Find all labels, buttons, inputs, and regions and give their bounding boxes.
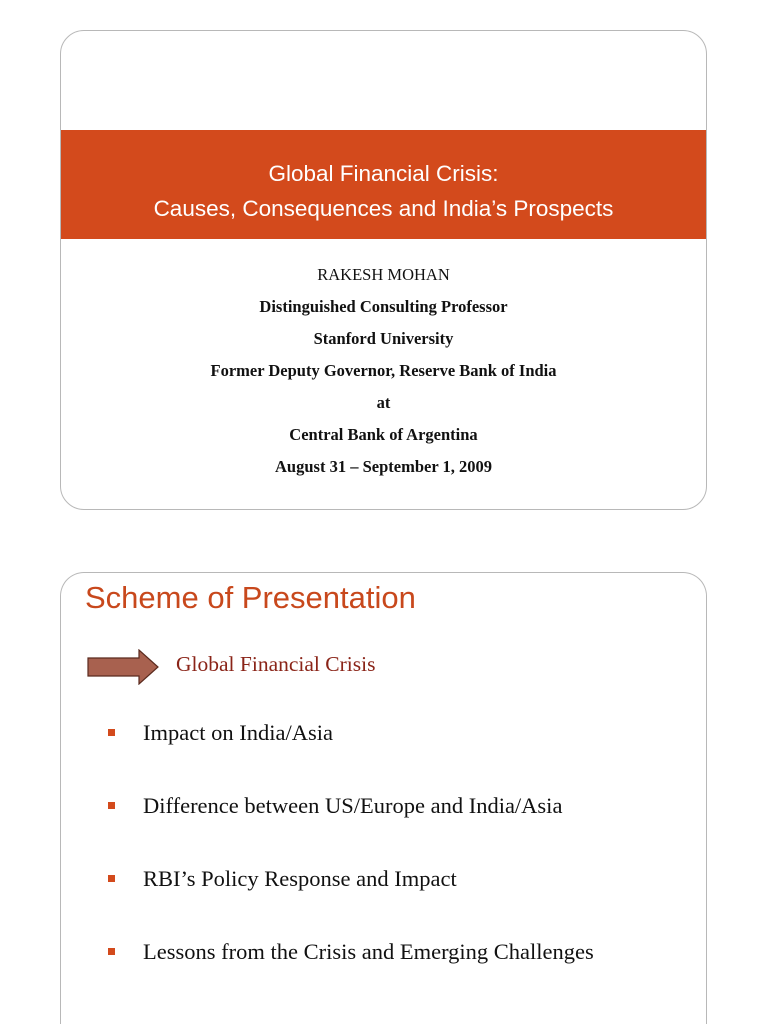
list-item xyxy=(61,864,706,937)
list-item-text: Impact on India/Asia xyxy=(143,720,333,745)
square-bullet-icon xyxy=(108,875,115,882)
event-date: August 31 – September 1, 2009 xyxy=(275,457,492,476)
author-position: Distinguished Consulting Professor xyxy=(259,297,508,316)
square-bullet-icon xyxy=(108,948,115,955)
list-item-text: Lessons from the Crisis and Emerging Challenges xyxy=(143,939,594,964)
agenda-slide xyxy=(60,572,707,1024)
slide-title-line-1: Global Financial Crisis: xyxy=(268,161,499,186)
venue-name: Central Bank of Argentina xyxy=(289,425,478,444)
square-bullet-icon xyxy=(108,802,115,809)
current-agenda-item xyxy=(87,649,647,685)
agenda-list xyxy=(61,718,706,1010)
list-item xyxy=(61,791,706,864)
title-slide xyxy=(60,30,707,510)
author-former-role: Former Deputy Governor, Reserve Bank of India xyxy=(210,361,557,380)
agenda-title: Scheme of Presentation xyxy=(85,580,416,615)
venue-connector: at xyxy=(376,393,391,412)
current-agenda-label: Global Financial Crisis xyxy=(176,652,376,676)
list-item-text: Difference between US/Europe and India/Asia xyxy=(143,793,563,818)
right-arrow-icon xyxy=(87,649,159,685)
slide-title-line-2: Causes, Consequences and India’s Prospects xyxy=(153,196,614,221)
author-info xyxy=(61,259,706,483)
list-item xyxy=(61,718,706,791)
title-banner xyxy=(61,130,706,239)
list-item-text: RBI’s Policy Response and Impact xyxy=(143,866,457,891)
square-bullet-icon xyxy=(108,729,115,736)
list-item xyxy=(61,937,706,1010)
author-institution: Stanford University xyxy=(313,329,454,348)
author-name: RAKESH MOHAN xyxy=(317,265,450,284)
